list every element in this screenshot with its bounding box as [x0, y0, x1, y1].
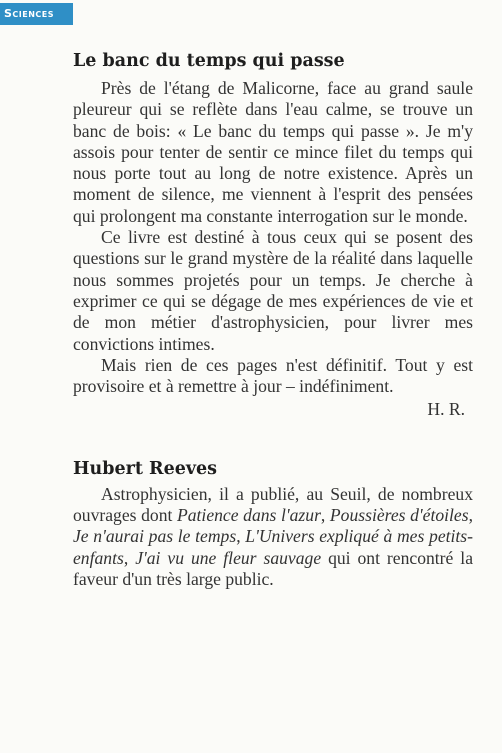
work-title: J'ai vu une fleur sauvage	[135, 547, 322, 568]
separator: ,	[468, 505, 473, 526]
section-title: Le banc du temps qui passe	[73, 51, 345, 71]
signature: H. R.	[427, 399, 465, 420]
category-tag: Sciences	[0, 3, 73, 25]
work-title: Patience dans l'azur	[177, 505, 321, 526]
bio-outro: qui ont rencontré la faveur d'un très large public.	[73, 547, 473, 589]
bio-intro: Astrophysicien, il a publié, au Seuil, de nombreux ouvrages dont	[73, 483, 473, 526]
back-cover-text	[73, 50, 473, 590]
separator: ,	[123, 547, 136, 568]
author-section	[73, 458, 473, 590]
paragraph-1: Près de l'étang de Malicorne, face au grand saule pleureur qui se reflète dans l'eau calme, se trouve un banc de bois: « Le banc du temps qui passe ». Je m'y assois pour tenter de sentir ce mince filet du temps qui nous porte tout au long de notre existence. Après un moment de silence, me viennent à l'esprit des pensées qui prolongent ma constante interrogation sur le monde.	[73, 78, 473, 226]
work-title: Je n'aurai pas le temps	[73, 526, 237, 547]
paragraph-2: Ce livre est destiné à tous ceux qui se posent des questions sur le grand mystère de la réalité dans laquelle nous sommes projetés pour un temps. Je cherche à exprimer ce qui se dégage de mes expériences de vie et de mon métier d'astrophysicien, pour livrer mes convictions intimes.	[73, 227, 473, 354]
author-bio	[73, 484, 473, 590]
author-name: Hubert Reeves	[73, 458, 217, 479]
work-title: L'Univers expliqué à mes petits-enfants	[73, 526, 473, 568]
work-title: Poussières d'étoiles	[329, 505, 469, 526]
separator: ,	[320, 505, 330, 526]
separator: ,	[236, 526, 246, 547]
paragraph-3: Mais rien de ces pages n'est définitif. Tout y est provisoire et à remettre à jour – indéfiniment.	[73, 354, 473, 397]
